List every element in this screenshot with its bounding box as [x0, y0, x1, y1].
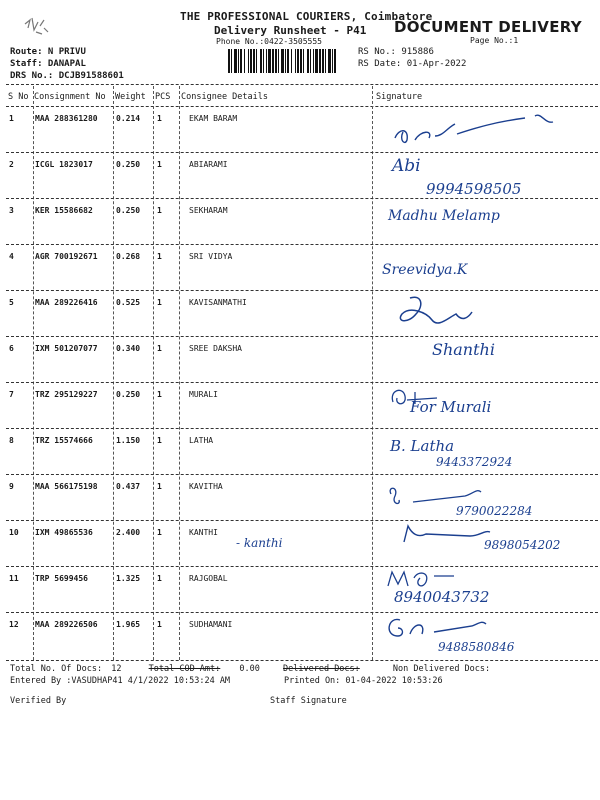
row-consignment: IXM 49865536: [35, 528, 93, 537]
row-sno: 6: [9, 344, 14, 353]
totals-line: [10, 664, 490, 674]
barcode-bar: [315, 49, 318, 73]
row-consignee: KAVISANMATHI: [189, 298, 247, 307]
barcode-bar: [260, 49, 262, 73]
row-sno: 11: [9, 574, 19, 583]
row-consignment: MAA 289226506: [35, 620, 98, 629]
row-sno: 8: [9, 436, 14, 445]
divider-weight: [153, 86, 154, 660]
delivered-docs-label: Delivered Docs:: [283, 664, 360, 674]
barcode-bar: [307, 49, 309, 73]
header-consignment: Consignment No: [34, 92, 106, 102]
row-consignment: MAA 288361280: [35, 114, 98, 123]
rs-number: RS No.: 915886: [358, 47, 434, 57]
barcode-bar: [287, 49, 289, 73]
barcode-bar: [272, 49, 274, 73]
barcode-bar: [228, 49, 230, 73]
signature-row-2-phone: 9994598505: [426, 180, 522, 198]
barcode-bar: [295, 49, 296, 73]
company-name: THE PROFESSIONAL COURIERS, Coimbatore: [180, 10, 433, 23]
row-divider: [6, 244, 598, 245]
verified-by: Verified By: [10, 696, 67, 706]
total-cod-label: Total COD Amt:: [148, 664, 221, 674]
row-sno: 5: [9, 298, 14, 307]
barcode-bar: [334, 49, 336, 73]
barcode-bar: [281, 49, 284, 73]
barcode-bar: [238, 49, 239, 73]
row-divider: [6, 198, 598, 199]
barcode-bar: [278, 49, 279, 73]
row-consignee: SUDHAMANI: [189, 620, 233, 629]
row-consignment: TRP 5699456: [35, 574, 88, 583]
annotation-row-10: - kanthi: [236, 536, 283, 550]
row-sno: 2: [9, 160, 14, 169]
row-divider: [6, 382, 598, 383]
barcode-bar: [253, 49, 255, 73]
row-weight: 1.150: [116, 436, 141, 445]
row-pcs: 1: [157, 482, 162, 491]
header-signature: Signature: [376, 92, 423, 102]
table-bottom-rule: [6, 660, 598, 661]
barcode: [228, 49, 338, 73]
signature-row-7-note: For Murali: [410, 398, 492, 416]
header-pcs: PCS: [155, 92, 171, 102]
row-pcs: 1: [157, 114, 162, 123]
row-pcs: 1: [157, 160, 162, 169]
row-sno: 4: [9, 252, 14, 261]
barcode-bar: [240, 49, 242, 73]
row-pcs: 1: [157, 252, 162, 261]
row-pcs: 1: [157, 528, 162, 537]
printed-on: Printed On: 01-04-2022 10:53:26: [284, 676, 443, 686]
row-pcs: 1: [157, 206, 162, 215]
staff-signature: Staff Signature: [270, 696, 347, 706]
header-sno: S No: [8, 92, 29, 102]
row-divider: [6, 520, 598, 521]
row-pcs: 1: [157, 390, 162, 399]
header-weight: Weight: [115, 92, 146, 102]
header-consignee: Consignee Details: [181, 92, 268, 102]
barcode-bar: [300, 49, 302, 73]
row-divider: [6, 336, 598, 337]
barcode-bar: [325, 49, 326, 73]
signature-row-12-phone: 9488580846: [438, 640, 515, 654]
staff: Staff: DANAPAL: [10, 59, 86, 69]
signature-row-8: B. Latha: [390, 437, 455, 455]
row-weight: 0.250: [116, 206, 141, 215]
signature-row-1: [385, 110, 565, 150]
row-weight: 0.437: [116, 482, 141, 491]
barcode-bar: [263, 49, 264, 73]
row-divider: [6, 474, 598, 475]
row-divider: [6, 566, 598, 567]
row-consignment: TRZ 15574666: [35, 436, 93, 445]
row-pcs: 1: [157, 574, 162, 583]
barcode-bar: [313, 49, 314, 73]
row-consignment: ICGL 1823017: [35, 160, 93, 169]
row-sno: 3: [9, 206, 14, 215]
row-consignee: EKAM BARAM: [189, 114, 238, 123]
row-consignee: MURALI: [189, 390, 218, 399]
divider-consignment: [113, 86, 114, 660]
row-consignment: TRZ 295129227: [35, 390, 98, 399]
signature-row-9-phone: 9790022284: [456, 504, 533, 518]
row-consignee: LATHA: [189, 436, 214, 445]
signature-row-6: Shanthi: [432, 340, 495, 359]
total-docs-value: 12: [111, 664, 122, 674]
row-consignment: MAA 566175198: [35, 482, 98, 491]
row-consignee: SREE DAKSHA: [189, 344, 242, 353]
barcode-bar: [297, 49, 299, 73]
non-delivered-docs-label: Non Delivered Docs:: [392, 664, 491, 674]
barcode-bar: [256, 49, 257, 73]
row-consignee: SEKHARAM: [189, 206, 228, 215]
signature-row-10-phone: 9898054202: [484, 538, 561, 552]
divider-pcs: [179, 86, 180, 660]
barcode-bar: [303, 49, 304, 73]
barcode-bar: [268, 49, 271, 73]
route-staff-block: [10, 46, 124, 82]
row-divider: [6, 612, 598, 613]
row-sno: 9: [9, 482, 14, 491]
entered-by: Entered By :VASUDHAP41 4/1/2022 10:53:24 AM: [10, 676, 231, 686]
row-consignment: AGR 700192671: [35, 252, 98, 261]
barcode-bar: [319, 49, 321, 73]
drs-number: DRS No.: DCJB91588601: [10, 71, 124, 81]
row-sno: 10: [9, 528, 19, 537]
barcode-bar: [275, 49, 277, 73]
barcode-bar: [322, 49, 324, 73]
row-consignee: ABIARAMI: [189, 160, 228, 169]
header-rule: [6, 106, 598, 107]
row-weight: 1.325: [116, 574, 141, 583]
row-weight: 2.400: [116, 528, 141, 537]
signature-row-11-phone: 8940043732: [394, 588, 490, 606]
barcode-bar: [332, 49, 333, 73]
table-top-rule: [6, 84, 598, 85]
barcode-bar: [234, 49, 237, 73]
row-consignment: IXM 501207077: [35, 344, 98, 353]
row-consignee: KANTHI: [189, 528, 218, 537]
row-weight: 0.214: [116, 114, 141, 123]
rs-date: RS Date: 01-Apr-2022: [358, 59, 467, 69]
route: Route: N PRIVU: [10, 47, 86, 57]
page-number: Page No.:1: [470, 36, 519, 45]
barcode-bar: [328, 49, 331, 73]
runsheet-title: Delivery Runsheet - P41: [214, 24, 367, 37]
row-sno: 7: [9, 390, 14, 399]
row-weight: 0.340: [116, 344, 141, 353]
row-weight: 0.250: [116, 390, 141, 399]
barcode-bar: [310, 49, 311, 73]
row-consignee: KAVITHA: [189, 482, 223, 491]
row-sno: 12: [9, 620, 19, 629]
signature-row-2: Abi: [392, 156, 421, 176]
barcode-bar: [248, 49, 249, 73]
row-consignee: RAJGOBAL: [189, 574, 228, 583]
row-pcs: 1: [157, 298, 162, 307]
row-consignment: MAA 289226416: [35, 298, 98, 307]
signature-row-4: Sreevidya.K: [382, 262, 468, 278]
divider-sno: [33, 86, 34, 660]
row-weight: 0.525: [116, 298, 141, 307]
signature-row-8-phone: 9443372924: [436, 455, 513, 469]
row-consignment: KER 15586682: [35, 206, 93, 215]
rs-block: [358, 46, 466, 70]
row-pcs: 1: [157, 436, 162, 445]
barcode-bar: [244, 49, 245, 73]
row-divider: [6, 428, 598, 429]
row-pcs: 1: [157, 344, 162, 353]
signature-row-3: Madhu Melamp: [388, 208, 500, 224]
row-weight: 0.250: [116, 160, 141, 169]
document-type-stamp: DOCUMENT DELIVERY: [394, 18, 582, 36]
row-weight: 1.965: [116, 620, 141, 629]
row-weight: 0.268: [116, 252, 141, 261]
row-sno: 1: [9, 114, 14, 123]
divider-signature: [372, 86, 373, 660]
signature-row-5: [382, 292, 502, 342]
barcode-bar: [231, 49, 232, 73]
row-pcs: 1: [157, 620, 162, 629]
row-divider: [6, 152, 598, 153]
barcode-bar: [291, 49, 292, 73]
barcode-bar: [285, 49, 286, 73]
row-consignee: SRI VIDYA: [189, 252, 233, 261]
barcode-bar: [266, 49, 267, 73]
phone-number: Phone No.:0422-3505555: [216, 37, 322, 46]
total-docs-label: Total No. Of Docs:: [10, 664, 103, 674]
company-logo: [22, 14, 52, 40]
row-divider: [6, 290, 598, 291]
total-cod-value: 0.00: [239, 664, 260, 674]
barcode-bar: [250, 49, 252, 73]
